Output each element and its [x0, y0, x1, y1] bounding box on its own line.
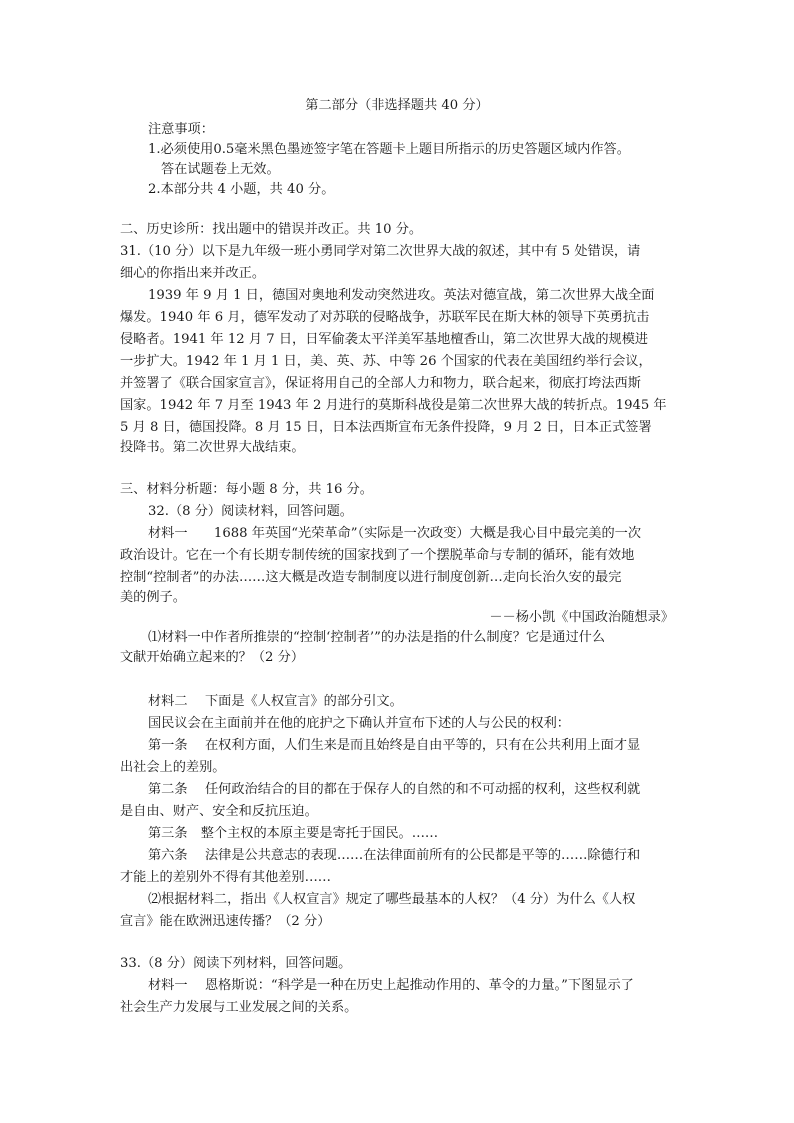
q32-heading: 32.（8 分）阅读材料，回答问题。	[148, 504, 353, 519]
article-line: 出社会上的差别。	[120, 760, 226, 775]
q32-part1: ⑴材料一中作者所推崇的“控制‘控制者’”的办法是指的什么制度？它是通过什么	[148, 630, 606, 645]
article-line: 第二条 任何政治结合的目的都在于保存人的自然的和不可动摇的权利，这些权利就	[148, 782, 641, 797]
part-title: 第二部分（非选择题共 40 分）	[305, 98, 489, 113]
q31-stem: 31.（10 分）以下是九年级一班小勇同学对第二次世界大战的叙述，其中有 5 处错误，请	[120, 244, 641, 259]
article-line: 第一条 在权利方面，人们生来是而且始终是自由平等的，只有在公共利用上面才显	[148, 738, 641, 753]
material1-line: 美的例子。	[120, 590, 186, 605]
material1-line: 政治设计。它在一个有长期专制传统的国家找到了一个摆脱革命与专制的循环，能有效地	[120, 548, 635, 563]
q31-stem-cont: 细心的你指出来并改正。	[120, 266, 266, 281]
article-line: 才能上的差别外不得有其他差别……	[120, 870, 331, 885]
notes-heading: 注意事项：	[148, 122, 214, 137]
passage-line: 投降书。第二次世界大战结束。	[120, 440, 305, 455]
q32-part2: ⑵根据材料二，指出《人权宣言》规定了哪些最基本的人权？（4 分）为什么《人权	[148, 892, 636, 907]
article-line: 第三条 整个主权的本原主要是寄托于国民。……	[148, 826, 439, 841]
section2-heading: 二、历史诊所：找出题中的错误并改正。共 10 分。	[120, 222, 423, 237]
note-item-1-cont: 答在试题卷上无效。	[161, 162, 280, 177]
passage-line: 侵略者。1941 年 12 月 7 日，日军偷袭太平洋美军基地檀香山，第二次世界大战的规模进	[120, 332, 649, 347]
section3-heading: 三、材料分析题：每小题 8 分，共 16 分。	[120, 482, 373, 497]
note-item-1: 1.必须使用0.5毫米黑色墨迹签字笔在答题卡上题目所指示的历史答题区域内作答。	[148, 142, 630, 157]
q32-part1-cont: 文献开始确立起来的？（2 分）	[120, 650, 305, 665]
q32-part2-cont: 宣言》能在欧洲迅速传播？（2 分）	[120, 914, 331, 929]
passage-line: 一步扩大。1942 年 1 月 1 日，美、英、苏、中等 26 个国家的代表在美国纽约举行会议，	[120, 354, 652, 369]
passage-line: 并签署了《联合国家宣言》，保证将用自己的全部人力和物力，联合起来，彻底打垮法西斯	[120, 376, 641, 391]
q33-heading: 33.（8 分）阅读下列材料，回答问题。	[120, 956, 352, 971]
article-line: 第六条 法律是公共意志的表现……在法律面前所有的公民都是平等的……除德行和	[148, 848, 641, 863]
passage-line: 1939 年 9 月 1 日，德国对奥地利发动突然进攻。英法对德宣战，第二次世界大战全面	[148, 288, 655, 303]
passage-line: 爆发。1940 年 6 月，德军发动了对苏联的侵略战争，苏联军民在斯大林的领导下英勇抗击	[120, 310, 650, 325]
passage-line: 5 月 8 日，德国投降。8 月 15 日，日本法西斯宣布无条件投降，9 月 2 日，日本正式签署	[120, 420, 652, 435]
article-line: 是自由、财产、安全和反抗压迫。	[120, 804, 318, 819]
material2-heading: 材料二 下面是《人权宣言》的部分引文。	[148, 694, 403, 709]
q33-material-line: 材料一 恩格斯说：“科学是一种在历史上起推动作用的、革令的力量。”下图显示了	[148, 978, 634, 993]
material2-intro: 国民议会在主面前并在他的庇护之下确认并宣布下述的人与公民的权利：	[148, 716, 570, 731]
material1-line: 材料一 1688 年英国“光荣革命”（实际是一次政变）大概是我心目中最完美的一次	[148, 526, 642, 541]
passage-line: 国家。1942 年 7 月至 1943 年 2 月进行的莫斯科战役是第二次世界大战的转折点。1945 年	[120, 398, 667, 413]
note-item-2: 2.本部分共 4 小题，共 40 分。	[148, 182, 335, 197]
q33-material-line: 社会生产力发展与工业发展之间的关系。	[120, 1000, 358, 1015]
material1-line: 控制“控制者”的办法……这大概是改造专制制度以进行制度创新…走向长治久安的最完	[120, 570, 622, 585]
material1-source: －－杨小凯《中国政治随想录》	[489, 610, 674, 625]
